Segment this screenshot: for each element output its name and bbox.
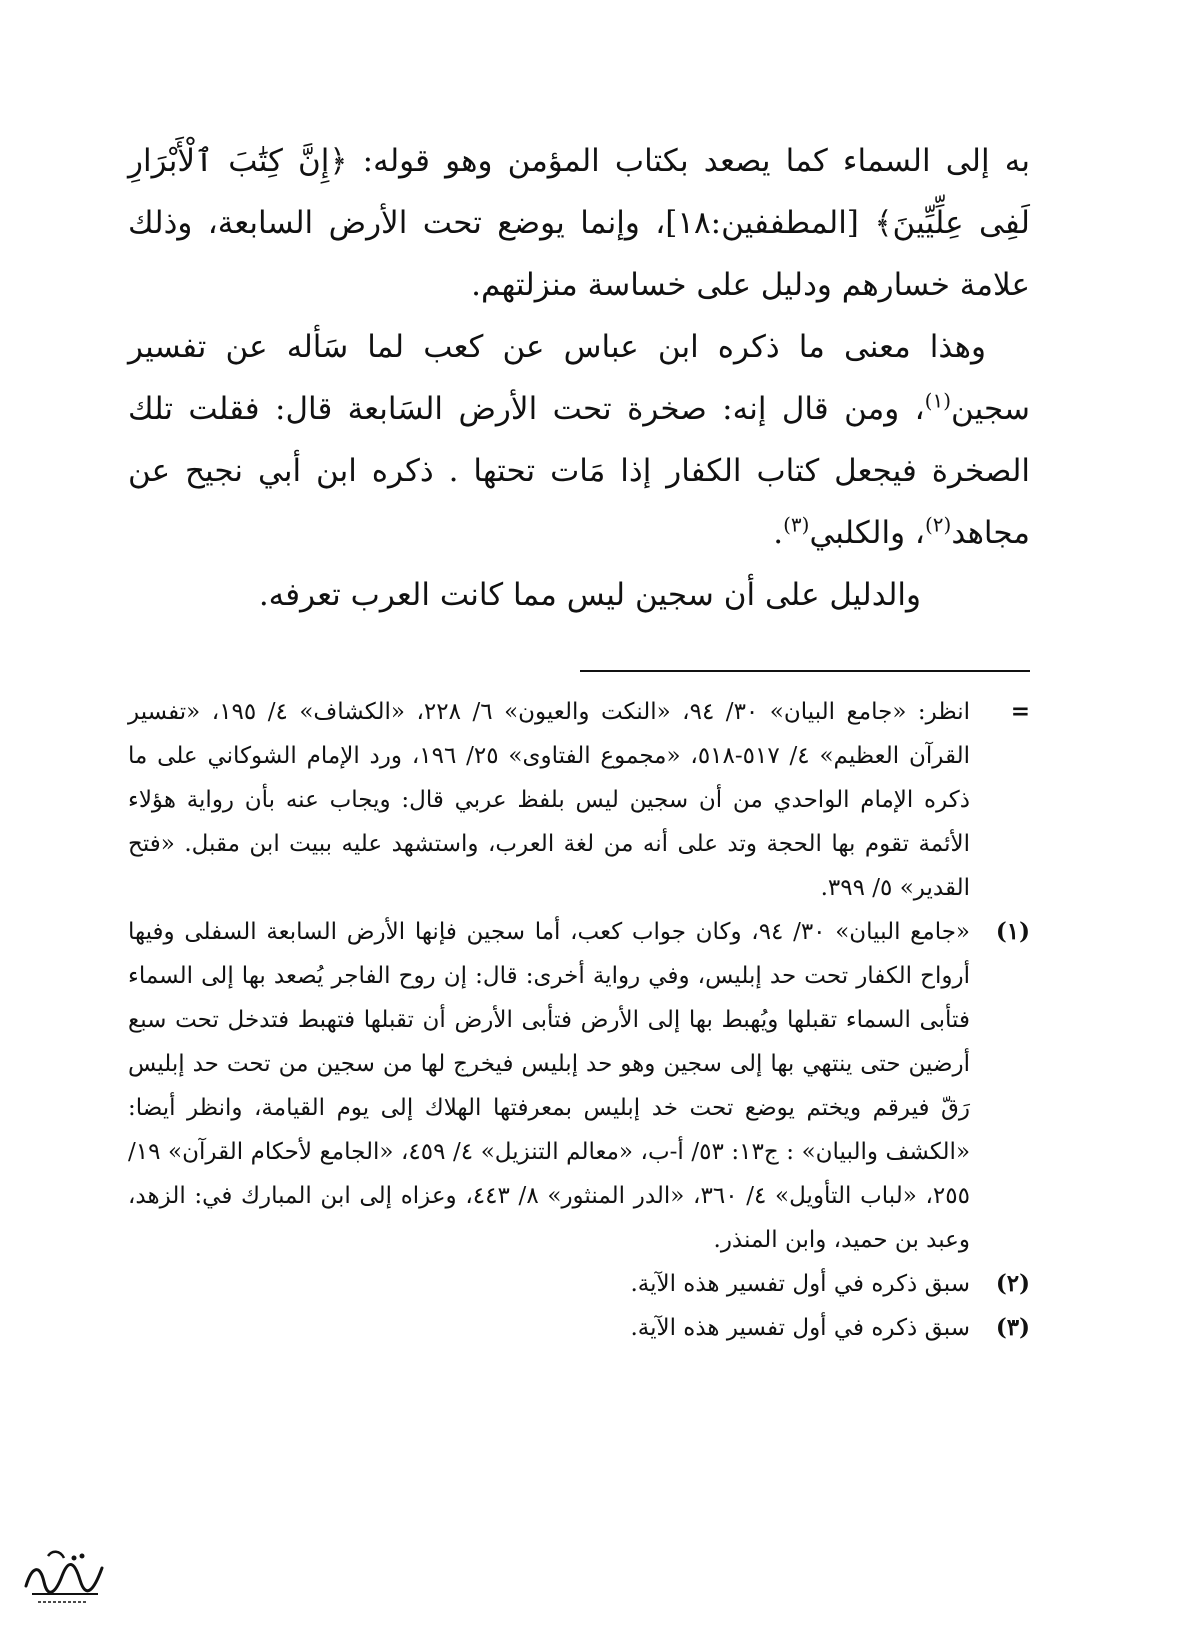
- footnotes: [128, 690, 1030, 1350]
- footnote-3: [128, 1306, 1030, 1350]
- footnote-text: سبق ذكره في أول تفسير هذه الآية.: [630, 1315, 970, 1341]
- paragraph-2-part-c: ، والكلبي: [809, 515, 925, 551]
- footnote-ref-1[interactable]: (١): [924, 388, 952, 413]
- footnote-text: «جامع البيان» ٣٠/ ٩٤، وكان جواب كعب، أما سجين فإنها الأرض السابعة السفلى وفيها أرواح الكفار تحت حد إبليس، وفي رواية أخرى: قال: إن روح الفاجر يُصعد بها إلى السماء فتأبى السماء تقبلها ويُهبط بها إلى الأرض فتأبى الأرض أن تقبلها فتهبط فتدخل تحت سبع أرضين حتى ينتهي بها إلى سجين وهو حد إبليس فيخرج لها من سجين من تحت حد إبليس رَقّ فيرقم ويختم يوضع تحت خد إبليس بمعرفتها الهلاك إلى يوم القيامة، وانظر أيضا: «الكشف والبيان» : ج١٣: ٥٣/ أ-ب، «معالم التنزيل» ٤/ ٤٥٩، «الجامع لأحكام القرآن» ١٩/ ٢٥٥، «لباب التأويل» ٤/ ٣٦٠، «الدر المنثور» ٨/ ٤٤٣، وعزاه إلى ابن المبارك في: الزهد، وعبد بن حميد، وابن المنذر.: [128, 919, 971, 1253]
- main-text: [128, 130, 1030, 626]
- footnote-text: انظر: «جامع البيان» ٣٠/ ٩٤، «النكت والعيون» ٦/ ٢٢٨، «الكشاف» ٤/ ١٩٥، «تفسير القرآن العظيم» ٤/ ٥١٧-٥١٨، «مجموع الفتاوى» ٢٥/ ١٩٦، ورد الإمام الشوكاني على ما ذكره الإمام الواحدي من أن سجين ليس بلفظ عربي قال: ويجاب عنه بأن رواية هؤلاء الأئمة تقوم بها الحجة وتد على أنه من لغة العرب، واستشهد عليه ببيت ابن مقبل. «فتح القدير» ٥/ ٣٩٩.: [128, 699, 970, 901]
- paragraph-3: والدليل على أن سجين ليس مما كانت العرب تعرفه.: [258, 577, 921, 613]
- paragraph-2-part-d: .: [773, 515, 784, 551]
- footnote-marker: (٢): [995, 1270, 1030, 1297]
- footnote-continued: [128, 690, 1030, 910]
- footnote-divider: [580, 670, 1030, 672]
- paragraph-2-part-b: ، ومن قال إنه: صخرة تحت الأرض السَابعة قال: فقلت تلك الصخرة فيجعل كتاب الكفار إذا مَات تحتها . ذكره ابن أبي نجيح عن مجاهد: [128, 391, 1030, 551]
- footnote-ref-2[interactable]: (٢): [924, 512, 952, 537]
- footnote-marker: (١): [995, 918, 1030, 945]
- paragraph-2-part-a: وهذا معنى ما ذكره ابن عباس عن كعب لما سَأله عن تفسير سجين: [128, 329, 1030, 427]
- footnote-ref-3[interactable]: (٣): [783, 512, 810, 537]
- footnote-1: [128, 910, 1030, 1262]
- paragraph-2: [128, 316, 1030, 564]
- footnote-marker: (٣): [995, 1314, 1030, 1341]
- paragraph-1: به إلى السماء كما يصعد بكتاب المؤمن وهو قوله: ﴿إِنَّ كِتَٰبَ ٱلْأَبْرَارِ لَفِى عِلِّيِّينَ﴾ [المطففين:١٨]، وإنما يوضع تحت الأرض السابعة، وذلك علامة خسارهم ودليل على خساسة منزلتهم.: [128, 143, 1030, 303]
- footnote-2: [128, 1262, 1030, 1306]
- calligraphy-stamp-logo: [18, 1546, 108, 1608]
- footnote-marker: =: [1010, 698, 1030, 725]
- footnote-text: سبق ذكره في أول تفسير هذه الآية.: [630, 1271, 970, 1297]
